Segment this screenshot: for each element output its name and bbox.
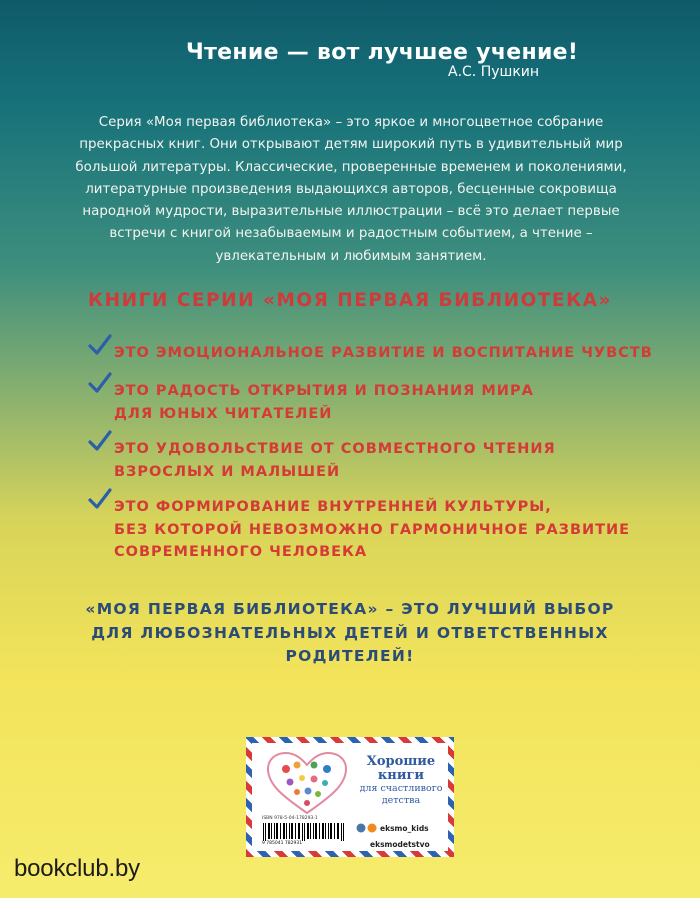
- benefit-line: ЭТО ЭМОЦИОНАЛЬНОЕ РАЗВИТИЕ И ВОСПИТАНИЕ ЧУВСТВ: [114, 345, 653, 361]
- slogan-line: для счастливого: [359, 783, 443, 794]
- slogan-line: детства: [381, 795, 421, 806]
- intro-line: увлекательным и любимым занятием.: [215, 248, 487, 264]
- intro-line: встречи с книгой незабываемым и радостным событием, а чтение –: [109, 226, 593, 242]
- intro-paragraph: [70, 112, 632, 268]
- vk-icon: [357, 824, 366, 833]
- benefit-line: СОВРЕМЕННОГО ЧЕЛОВЕКА: [114, 544, 368, 560]
- best-choice-line: ДЛЯ ЛЮБОЗНАТЕЛЬНЫХ ДЕТЕЙ И ОТВЕТСТВЕННЫХ: [91, 623, 609, 642]
- barcode-icon: [262, 823, 346, 841]
- publisher-card: [246, 737, 454, 857]
- slogan-line: Хорошие: [366, 754, 436, 769]
- checkmark-icon: [88, 372, 112, 394]
- benefit-line: ВЗРОСЛЫХ И МАЛЫШЕЙ: [114, 463, 341, 480]
- social-icons: [356, 823, 378, 833]
- social-handle: eksmodetstvo: [370, 840, 430, 849]
- slogan-line: книги: [377, 768, 425, 783]
- benefit-line: ЭТО УДОВОЛЬСТВИЕ ОТ СОВМЕСТНОГО ЧТЕНИЯ: [114, 441, 556, 457]
- benefit-line: ЭТО ФОРМИРОВАНИЕ ВНУТРЕННЕЙ КУЛЬТУРЫ,: [114, 499, 552, 515]
- ok-icon: [368, 824, 377, 833]
- intro-line: Серия «Моя первая библиотека» – это яркое и многоцветное собрание: [98, 115, 604, 130]
- intro-line: прекрасных книг. Они открывают детям широкий путь в удивительный мир: [79, 137, 623, 153]
- isbn-text: ISBN 978-5-04-178293-1: [262, 816, 318, 821]
- benefit-line: ДЛЯ ЮНЫХ ЧИТАТЕЛЕЙ: [114, 405, 333, 422]
- intro-line: большой литературы. Классические, проверенные временем и поколениями,: [75, 159, 627, 175]
- intro-line: литературные произведения выдающихся авторов, бесценные сокровища: [85, 181, 617, 197]
- epigraph-quote: Чтение — вот лучшее учение!: [186, 40, 579, 65]
- checkmark-icon: [88, 488, 112, 510]
- best-choice-line: «МОЯ ПЕРВАЯ БИБЛИОТЕКА» – ЭТО ЛУЧШИЙ ВЫБОР: [85, 600, 615, 618]
- best-choice-line: РОДИТЕЛЕЙ!: [285, 647, 415, 665]
- series-heading: КНИГИ СЕРИИ «МОЯ ПЕРВАЯ БИБЛИОТЕКА»: [88, 290, 612, 311]
- publisher-card-inner: [252, 743, 448, 851]
- heart-logo-icon: [264, 751, 350, 815]
- benefit-line: ЭТО РАДОСТЬ ОТКРЫТИЯ И ПОЗНАНИЯ МИРА: [114, 383, 534, 399]
- watermark: bookclub.by: [14, 855, 140, 882]
- social-handle: eksmo_kids: [380, 824, 429, 833]
- barcode-number: 9 785041 782931: [262, 841, 303, 846]
- checkmark-icon: [88, 334, 112, 356]
- intro-line: народной мудрости, выразительные иллюстрации – всё это делает первые: [82, 204, 620, 220]
- best-choice-statement: [0, 598, 700, 669]
- checkmark-icon: [88, 430, 112, 452]
- epigraph-author: А.С. Пушкин: [448, 64, 540, 80]
- publisher-slogan: [356, 755, 446, 807]
- benefit-line: БЕЗ КОТОРОЙ НЕВОЗМОЖНО ГАРМОНИЧНОЕ РАЗВИТИЕ: [114, 521, 631, 538]
